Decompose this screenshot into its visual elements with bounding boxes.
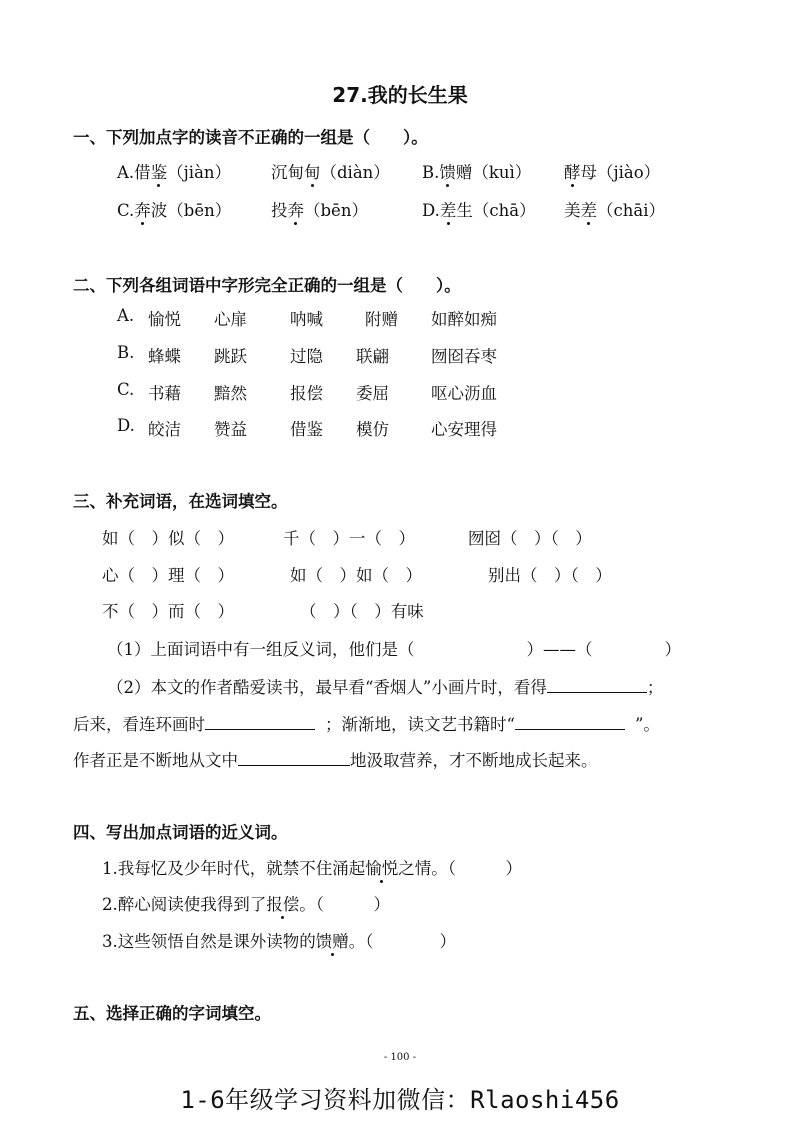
idiom-blank: 千（ ）一（ ） [283,529,415,548]
sec2-row-a-word: 呐喊 [290,310,323,329]
section-1-heading: 一、下列加点字的读音不正确的一组是（ ）。 [73,128,428,147]
section-3-heading: 三、补充词语，在选词填空。 [73,492,288,511]
sec2-row-c-label: C. [117,380,135,399]
sec2-row-c-word: 书藉 [148,384,181,403]
sec2-row-d-label: D. [117,416,135,435]
answer-blank[interactable] [205,711,315,730]
synonym-question-1: 1.我每忆及少年时代，就禁不住涌起愉悦之情。（ ） [102,859,522,878]
section-4-heading: 四、写出加点词语的近义词。 [73,823,288,842]
sec2-row-d-word: 借鉴 [290,420,323,439]
answer-blank[interactable] [515,711,625,730]
idiom-blank: 如（ ）似（ ） [102,529,234,548]
sec1-option-b2: 酵母（jiào） [564,163,661,182]
idiom-blank: 心（ ）理（ ） [102,566,234,585]
sec2-row-a-label: A. [117,306,135,325]
page-number: - 100 - [383,1052,417,1063]
sec2-row-b-label: B. [117,343,135,362]
question-2-line-2: 后来，看连环画时 ；渐渐地，读文艺书籍时“ ”。 [73,711,660,735]
sec2-row-b-word: 蜂蝶 [148,347,181,366]
synonym-question-2: 2.醉心阅读使我得到了报偿。（ ） [102,895,390,914]
sec2-row-c-word: 委屈 [356,384,389,403]
idiom-blank: 不（ ）而（ ） [102,602,234,621]
sec2-row-d-word: 皎洁 [148,420,181,439]
sec1-option-c1: C.奔波（bēn） [117,201,232,220]
sec2-row-d-word: 赞益 [214,420,247,439]
question-2-line-1: （2）本文的作者酷爱读书，最早看“香烟人”小画片时，看得 ； [107,674,663,698]
section-2-heading: 二、下列各组词语中字形完全正确的一组是（ ）。 [73,276,461,295]
sec2-row-a-word: 愉悦 [148,310,181,329]
question-2-line-3: 作者正是不断地从文中 地汲取营养，才不断地成长起来。 [73,747,598,771]
idiom-blank: 别出（ ）（ ） [488,566,612,585]
sec2-row-d-word: 模仿 [356,420,389,439]
answer-blank[interactable] [547,674,647,693]
sec1-option-b1: B.馈赠（kuì） [422,163,532,182]
sec1-option-d1: D.差生（chā） [422,201,536,220]
synonym-question-3: 3.这些领悟自然是课外读物的馈赠。（ ） [102,932,456,951]
footer-watermark-text: 1-6年级学习资料加微信：Rlaoshi456 [180,1086,620,1114]
idiom-blank: （ ）（ ）有味 [300,602,424,621]
sec1-option-d2: 美差（chāi） [564,201,665,220]
sec1-option-a2: 沉甸甸（diàn） [271,163,390,182]
sec2-row-c-word: 黯然 [214,384,247,403]
idiom-blank: 如（ ）如（ ） [290,566,422,585]
sec2-row-b-word: 跳跃 [214,347,247,366]
sec1-option-c2: 投奔（bēn） [271,201,368,220]
sec2-row-a-word: 心扉 [214,310,247,329]
sec2-row-b-idiom: 囫囵吞枣 [431,347,497,366]
sec2-row-a-word: 附赠 [365,310,398,329]
sec2-row-a-idiom: 如醉如痴 [431,310,497,329]
section-5-heading: 五、选择正确的字词填空。 [73,1004,271,1023]
sec2-row-c-word: 报偿 [290,384,323,403]
sec2-row-b-word: 过隐 [290,347,323,366]
page-title: 27.我的长生果 [332,83,468,107]
answer-blank[interactable] [238,747,350,766]
sec2-row-c-idiom: 呕心沥血 [431,384,497,403]
sec1-option-a1: A.借鉴（jiàn） [117,163,232,182]
idiom-blank: 囫囵（ ）（ ） [468,529,592,548]
question-1: （1）上面词语中有一组反义词，他们是（ ）——（ ） [107,640,681,659]
sec2-row-d-idiom: 心安理得 [431,420,497,439]
sec2-row-b-word: 联翩 [356,347,389,366]
